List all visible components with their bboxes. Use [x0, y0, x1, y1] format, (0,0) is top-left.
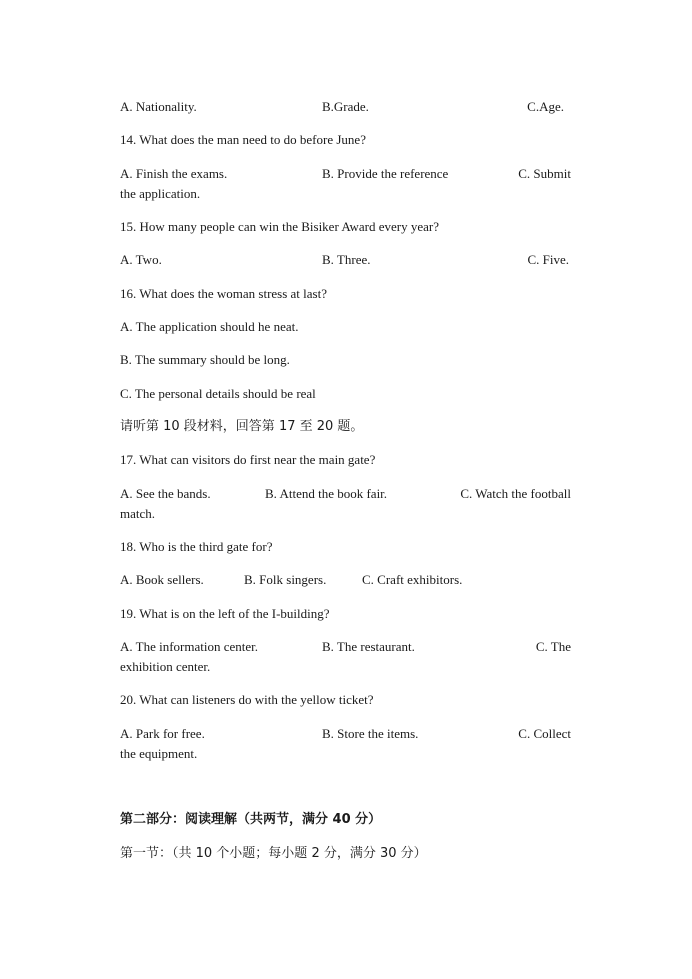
q19-question: 19. What is on the left of the I-building?: [120, 606, 330, 621]
q18-option-a: A. Book sellers.: [120, 572, 204, 587]
q20-option-a: A. Park for free.: [120, 726, 205, 741]
section-instruction: 请听第 10 段材料，回答第 17 至 20 题。: [120, 419, 364, 434]
q13-option-b: B.Grade.: [322, 99, 369, 114]
q16-option-a: A. The application should he neat.: [120, 319, 299, 334]
q13-option-c: C.Age.: [527, 99, 564, 114]
q16-question: 16. What does the woman stress at last?: [120, 286, 327, 301]
q20-option-c: C. Collect: [518, 726, 571, 741]
q15-question: 15. How many people can win the Bisiker Award every year?: [120, 219, 440, 234]
q18-option-c: C. Craft exhibitors.: [362, 572, 463, 587]
q19-option-b: B. The restaurant.: [322, 639, 415, 654]
q14-option-b: B. Provide the reference: [322, 166, 449, 181]
q17-option-c: C. Watch the football: [460, 486, 571, 501]
q15-option-b: B. Three.: [322, 252, 371, 267]
part2-subheading: 第一节：（共 10 个小题；每小题 2 分，满分 30 分）: [120, 846, 427, 861]
q17-options: [120, 486, 571, 502]
q18-question: 18. Who is the third gate for?: [120, 539, 273, 554]
q20-option-continuation: the equipment.: [120, 746, 198, 761]
q20-option-b: B. Store the items.: [322, 726, 419, 741]
q20-options: [120, 726, 571, 742]
q18-options: [120, 572, 571, 588]
q14-options: [120, 166, 571, 182]
q19-option-a: A. The information center.: [120, 639, 259, 654]
q15-option-a: A. Two.: [120, 252, 162, 267]
q15-option-c: C. Five.: [527, 252, 569, 267]
q18-option-b: B. Folk singers.: [244, 572, 327, 587]
q14-option-a: A. Finish the exams.: [120, 166, 228, 181]
q14-option-continuation: the application.: [120, 186, 201, 201]
q13-options: [120, 99, 571, 115]
q19-option-continuation: exhibition center.: [120, 659, 211, 674]
q16-option-b: B. The summary should be long.: [120, 352, 290, 367]
q17-question: 17. What can visitors do first near the main gate?: [120, 452, 376, 467]
part2-heading: 第二部分：阅读理解（共两节，满分 40 分）: [120, 812, 382, 827]
q14-question: 14. What does the man need to do before June?: [120, 132, 366, 147]
q17-option-continuation: match.: [120, 506, 156, 521]
q14-option-c: C. Submit: [518, 166, 571, 181]
q13-option-a: A. Nationality.: [120, 99, 197, 114]
q19-options: [120, 639, 571, 655]
q17-option-b: B. Attend the book fair.: [265, 486, 388, 501]
q16-option-c: C. The personal details should be real: [120, 386, 316, 401]
q15-options: [120, 252, 571, 268]
q17-option-a: A. See the bands.: [120, 486, 211, 501]
q19-option-c: C. The: [535, 639, 571, 654]
q20-question: 20. What can listeners do with the yellow ticket?: [120, 692, 374, 707]
